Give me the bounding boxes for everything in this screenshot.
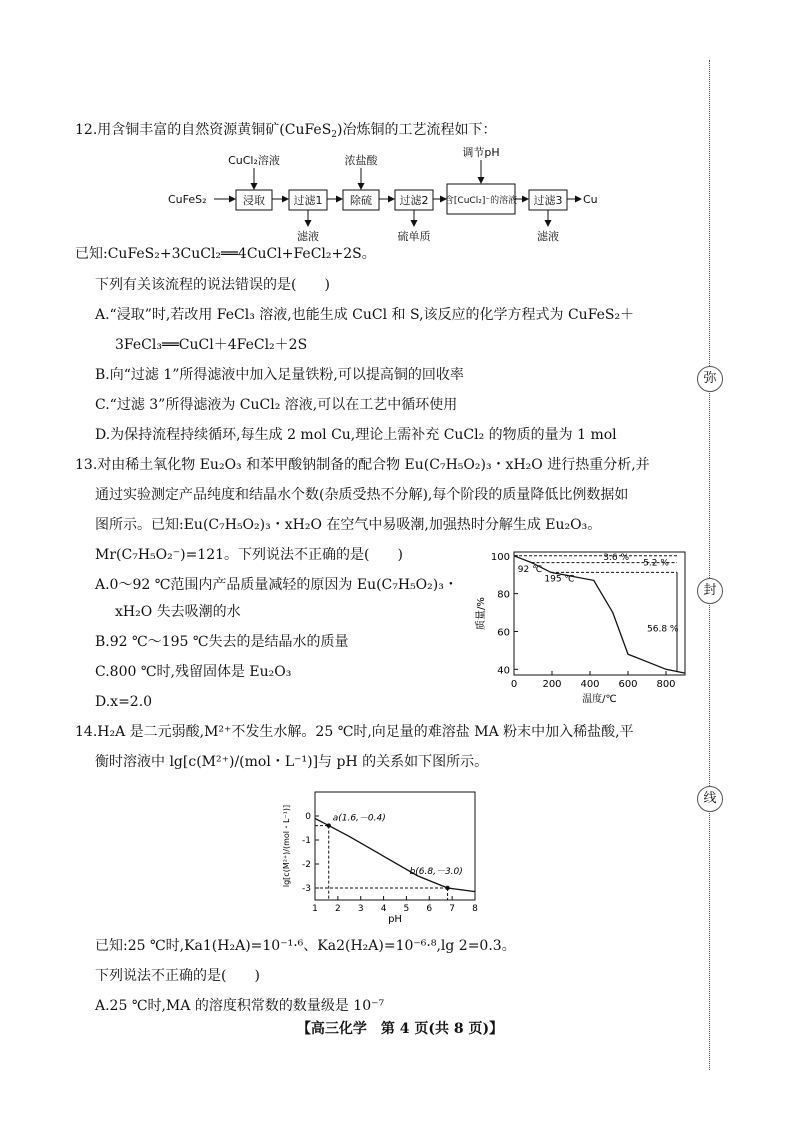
- tg-annotation-195C: 195 ℃: [544, 574, 575, 585]
- tg-y-tick-label: 100: [490, 551, 510, 563]
- flow-step-filter1-label: 过滤1: [293, 194, 323, 207]
- ph-x-tick-label: 5: [403, 904, 410, 914]
- tg-x-axis-label: 温度/℃: [582, 694, 617, 705]
- seal-dotted-line: [709, 60, 710, 1070]
- ph-y-tick-label: -3: [302, 884, 311, 894]
- tg-x-tick-label: 0: [510, 679, 518, 690]
- ph-x-tick-label: 2: [334, 904, 341, 914]
- flow-input-cucl2: CuCl₂溶液: [228, 154, 280, 167]
- ph-point-label-a: a(1.6,－0.4): [332, 813, 386, 824]
- flow-input-hcl: 浓盐酸: [344, 154, 378, 167]
- q12-option-a-line2: 3FeCl₃══CuCl＋4FeCl₂＋2S: [115, 337, 308, 353]
- q12-flowchart: [160, 146, 600, 246]
- tg-annotation-5.2: 5.2 %: [643, 558, 669, 569]
- tg-x-tick-label: 800: [656, 679, 676, 690]
- tg-x-tick-label: 400: [580, 679, 600, 690]
- q12-question: 下列有关该流程的说法错误的是( ): [95, 277, 330, 293]
- flow-input-ph: 调节pH: [462, 146, 500, 159]
- tg-x-tick-label: 200: [542, 679, 562, 690]
- flow-output-filtrate1: 滤液: [297, 230, 319, 243]
- tg-y-axis-label: 质量/%: [476, 597, 487, 630]
- ph-y-tick-label: 0: [305, 812, 311, 822]
- ph-point-label-b: b(6.8,－3.0): [409, 867, 463, 877]
- tg-y-tick-label: 60: [497, 627, 510, 639]
- ph-chart: [275, 782, 500, 932]
- ph-x-tick-label: 6: [426, 904, 433, 914]
- q13-line4: Mr(C₇H₅O₂⁻)=121。下列说法不正确的是( ): [95, 547, 403, 563]
- q14-line2: 衡时溶液中 lg[c(M²⁺)/(mol・L⁻¹)]与 pH 的关系如下图所示。: [95, 754, 489, 770]
- q12-option-c: C.“过滤 3”所得滤液为 CuCl₂ 溶液,可以在工艺中循环使用: [95, 397, 458, 413]
- tg-annotation-56.8: 56.8 %: [647, 624, 679, 635]
- ph-point-b: [445, 886, 449, 890]
- tg-annotation-92C: 92 ℃: [517, 564, 543, 575]
- q13-line3: 图所示。已知:Eu(C₇H₅O₂)₃・xH₂O 在空气中易吸潮,加强热时分解生成 Eu₂O₃。: [95, 517, 602, 533]
- q13-option-c: C.800 ℃时,残留固体是 Eu₂O₃: [95, 664, 292, 680]
- flow-output-filtrate3: 滤液: [537, 230, 559, 243]
- flow-step-solution-label: 含[CuCl₂]⁻的溶液: [444, 196, 518, 206]
- flow-output-sulfur: 硫单质: [397, 230, 431, 243]
- seal-mark-1: 弥: [697, 366, 723, 392]
- q13-option-b: B.92 ℃～195 ℃失去的是结晶水的质量: [95, 634, 349, 650]
- q14-line1: 14.H₂A 是二元弱酸,M²⁺不发生水解。25 ℃时,向足量的难溶盐 MA 粉末中加入稀盐酸,平: [75, 724, 634, 740]
- q12-option-a-line1: A.“浸取”时,若改用 FeCl₃ 溶液,也能生成 CuCl 和 S,该反应的化学方程式为 CuFeS₂＋: [95, 307, 635, 323]
- ph-x-tick-label: 3: [357, 904, 364, 914]
- ph-plot-frame: [315, 792, 475, 900]
- tg-x-tick-label: 600: [618, 679, 638, 690]
- ph-x-tick-label: 7: [449, 904, 456, 914]
- q12-option-d: D.为保持流程持续循环,每生成 2 mol Cu,理论上需补充 CuCl₂ 的物质的量为 1 mol: [95, 427, 617, 443]
- flow-step-desulfur-label: 除硫: [350, 194, 372, 207]
- tg-y-tick-label: 40: [497, 665, 510, 677]
- q12-stem: 12.用含铜丰富的自然资源黄铜矿(CuFeS$_2$)冶炼铜的工艺流程如下：: [75, 122, 497, 140]
- ph-point-a: [327, 823, 331, 827]
- flow-start-label: CuFeS₂: [168, 193, 207, 206]
- q12-known: 已知:CuFeS₂+3CuCl₂══4CuCl+FeCl₂+2S。: [75, 246, 376, 262]
- page-footer: 【高三化学 第 4 页(共 8 页)】: [296, 1021, 504, 1037]
- q13-option-a-line2: xH₂O 失去吸潮的水: [115, 604, 241, 620]
- q13-option-a-line1: A.0～92 ℃范围内产品质量减轻的原因为 Eu(C₇H₅O₂)₃・: [95, 577, 458, 593]
- ph-curve: [315, 818, 475, 891]
- seal-mark-2: 封: [697, 578, 723, 604]
- seal-mark-3: 线: [697, 786, 723, 812]
- ph-x-tick-label: 1: [312, 904, 318, 914]
- ph-y-tick-label: -2: [302, 860, 311, 870]
- ph-y-axis-label: lg[c(M²⁺)/(mol・L⁻¹)]: [282, 804, 291, 888]
- q14-known: 已知:25 ℃时,Ka1(H₂A)=10⁻¹·⁶、Ka2(H₂A)=10⁻⁶·⁸,lg 2=0.3。: [95, 938, 516, 954]
- flow-step-leach-label: 浸取: [243, 194, 265, 207]
- ph-x-axis-label: pH: [388, 914, 402, 925]
- ph-y-tick-label: -1: [302, 836, 311, 846]
- q14-question: 下列说法不正确的是( ): [95, 968, 260, 984]
- flow-step-filter3-label: 过滤3: [533, 194, 563, 207]
- flow-end-label: Cu: [583, 193, 598, 206]
- q13-option-d: D.x=2.0: [95, 694, 153, 710]
- q12-option-b: B.向“过滤 1”所得滤液中加入足量铁粉,可以提高铜的回收率: [95, 367, 464, 383]
- ph-x-tick-label: 4: [380, 904, 387, 914]
- q13-line2: 通过实验测定产品纯度和结晶水个数(杂质受热不分解),每个阶段的质量降低比例数据如: [95, 487, 629, 503]
- tg-y-tick-label: 80: [497, 589, 510, 601]
- flow-step-filter2-label: 过滤2: [399, 194, 429, 207]
- tg-chart: [470, 540, 695, 710]
- q13-line1: 13.对由稀土氧化物 Eu₂O₃ 和苯甲酸钠制备的配合物 Eu(C₇H₅O₂)₃・xH₂O 进行热重分析,并: [75, 457, 650, 473]
- tg-annotation-3.6: 3.6 %: [603, 552, 630, 563]
- ph-x-tick-label: 8: [472, 904, 478, 914]
- q14-option-a: A.25 ℃时,MA 的溶度积常数的数量级是 10⁻⁷: [95, 998, 385, 1014]
